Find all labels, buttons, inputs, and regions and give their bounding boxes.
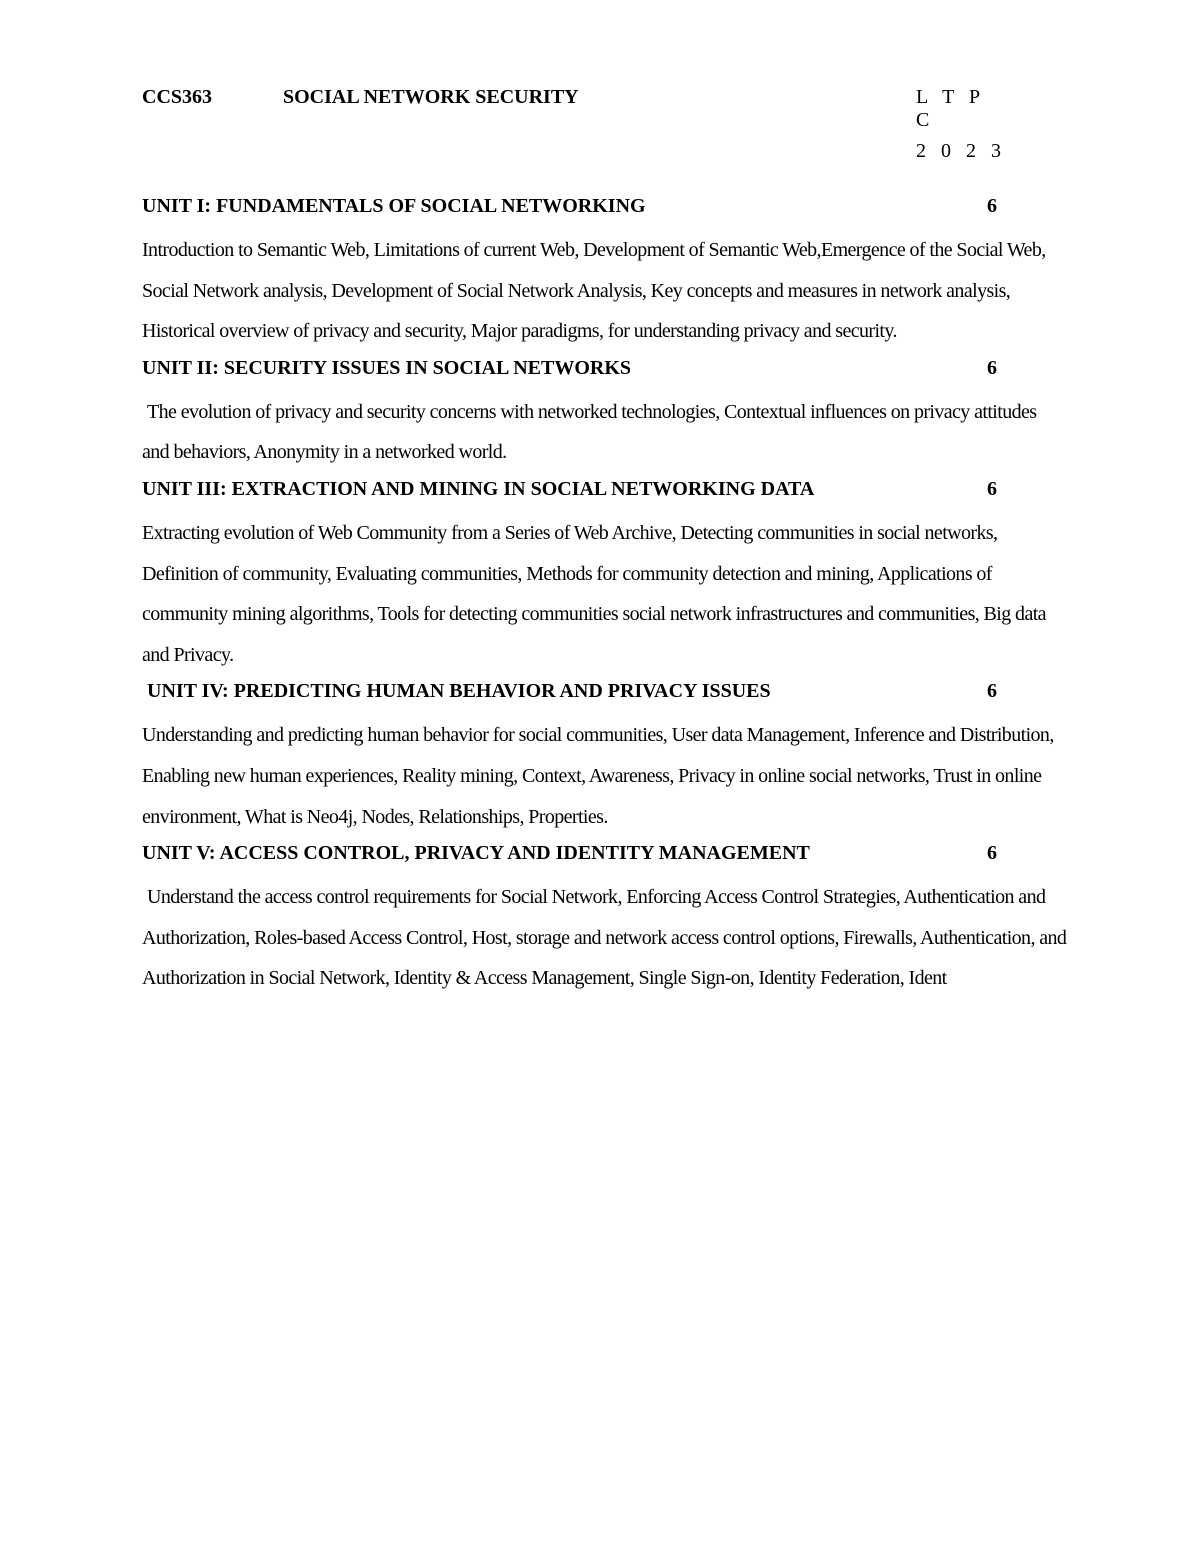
unit-heading	[142, 675, 1067, 715]
unit-hours: 6	[987, 356, 997, 379]
unit-title: UNIT V: ACCESS CONTROL, PRIVACY AND IDENTITY MANAGEMENT	[142, 842, 810, 865]
unit-title: UNIT IV: PREDICTING HUMAN BEHAVIOR AND PRIVACY ISSUES	[147, 680, 771, 703]
unit-description: Understanding and predicting human behavior for social communities, User data Management, Inference and Distribution, Enabling new human experiences, Reality mining, Context, Awareness, Privacy in online social networks, Trust in online environment, What is Neo4j, Nodes, Relationships, Properties.	[142, 724, 1054, 828]
unit-hours: 6	[987, 477, 997, 500]
unit-heading	[142, 837, 1067, 877]
unit-hours: 6	[987, 680, 997, 703]
unit-heading	[142, 352, 1067, 392]
unit-hours: 6	[987, 195, 997, 217]
unit-4-section	[142, 675, 1067, 837]
unit-1-section	[142, 190, 1067, 352]
unit-description: The evolution of privacy and security concerns with networked technologies, Contextual influences on privacy attitudes and behaviors, Anonymity in a networked world.	[142, 400, 1037, 464]
unit-3-section	[142, 473, 1067, 675]
unit-title: UNIT I: FUNDAMENTALS OF SOCIAL NETWORKING	[142, 195, 646, 217]
ltpc-label: L T P C	[916, 86, 985, 131]
unit-2-section	[142, 352, 1067, 473]
ltpc-values: 2 0 2 3	[916, 140, 1006, 162]
unit-hours: 6	[987, 842, 997, 865]
unit-description: Extracting evolution of Web Community from a Series of Web Archive, Detecting communities in social networks, Definition of community, Evaluating communities, Methods for community detection and mining, Applications of community mining algorithms, Tools for detecting communities social network infrastructures and communities, Big data and Privacy.	[142, 521, 1046, 666]
unit-5-section	[142, 837, 1067, 999]
unit-heading	[142, 190, 1067, 230]
course-title: SOCIAL NETWORK SECURITY	[283, 86, 579, 108]
unit-description: Understand the access control requirements for Social Network, Enforcing Access Control Strategies, Authentication and Authorization, Roles-based Access Control, Host, storage and network access control options, Firewalls, Authentication, and Authorization in Social Network, Identity & Access Management, Single Sign-on, Identity Federation, Ident	[142, 886, 1067, 990]
unit-title: UNIT II: SECURITY ISSUES IN SOCIAL NETWORKS	[142, 356, 632, 379]
unit-title: UNIT III: EXTRACTION AND MINING IN SOCIAL NETWORKING DATA	[142, 477, 815, 500]
unit-heading	[142, 473, 1067, 513]
syllabus-content	[142, 190, 1067, 999]
course-code: CCS363	[142, 86, 213, 108]
unit-description: Introduction to Semantic Web, Limitations of current Web, Development of Semantic Web,Emergence of the Social Web, Social Network analysis, Development of Social Network Analysis, Key concepts and measures in network analysis, Historical overview of privacy and security, Major paradigms, for understanding privacy and security.	[142, 239, 1046, 343]
course-header	[142, 86, 1002, 131]
